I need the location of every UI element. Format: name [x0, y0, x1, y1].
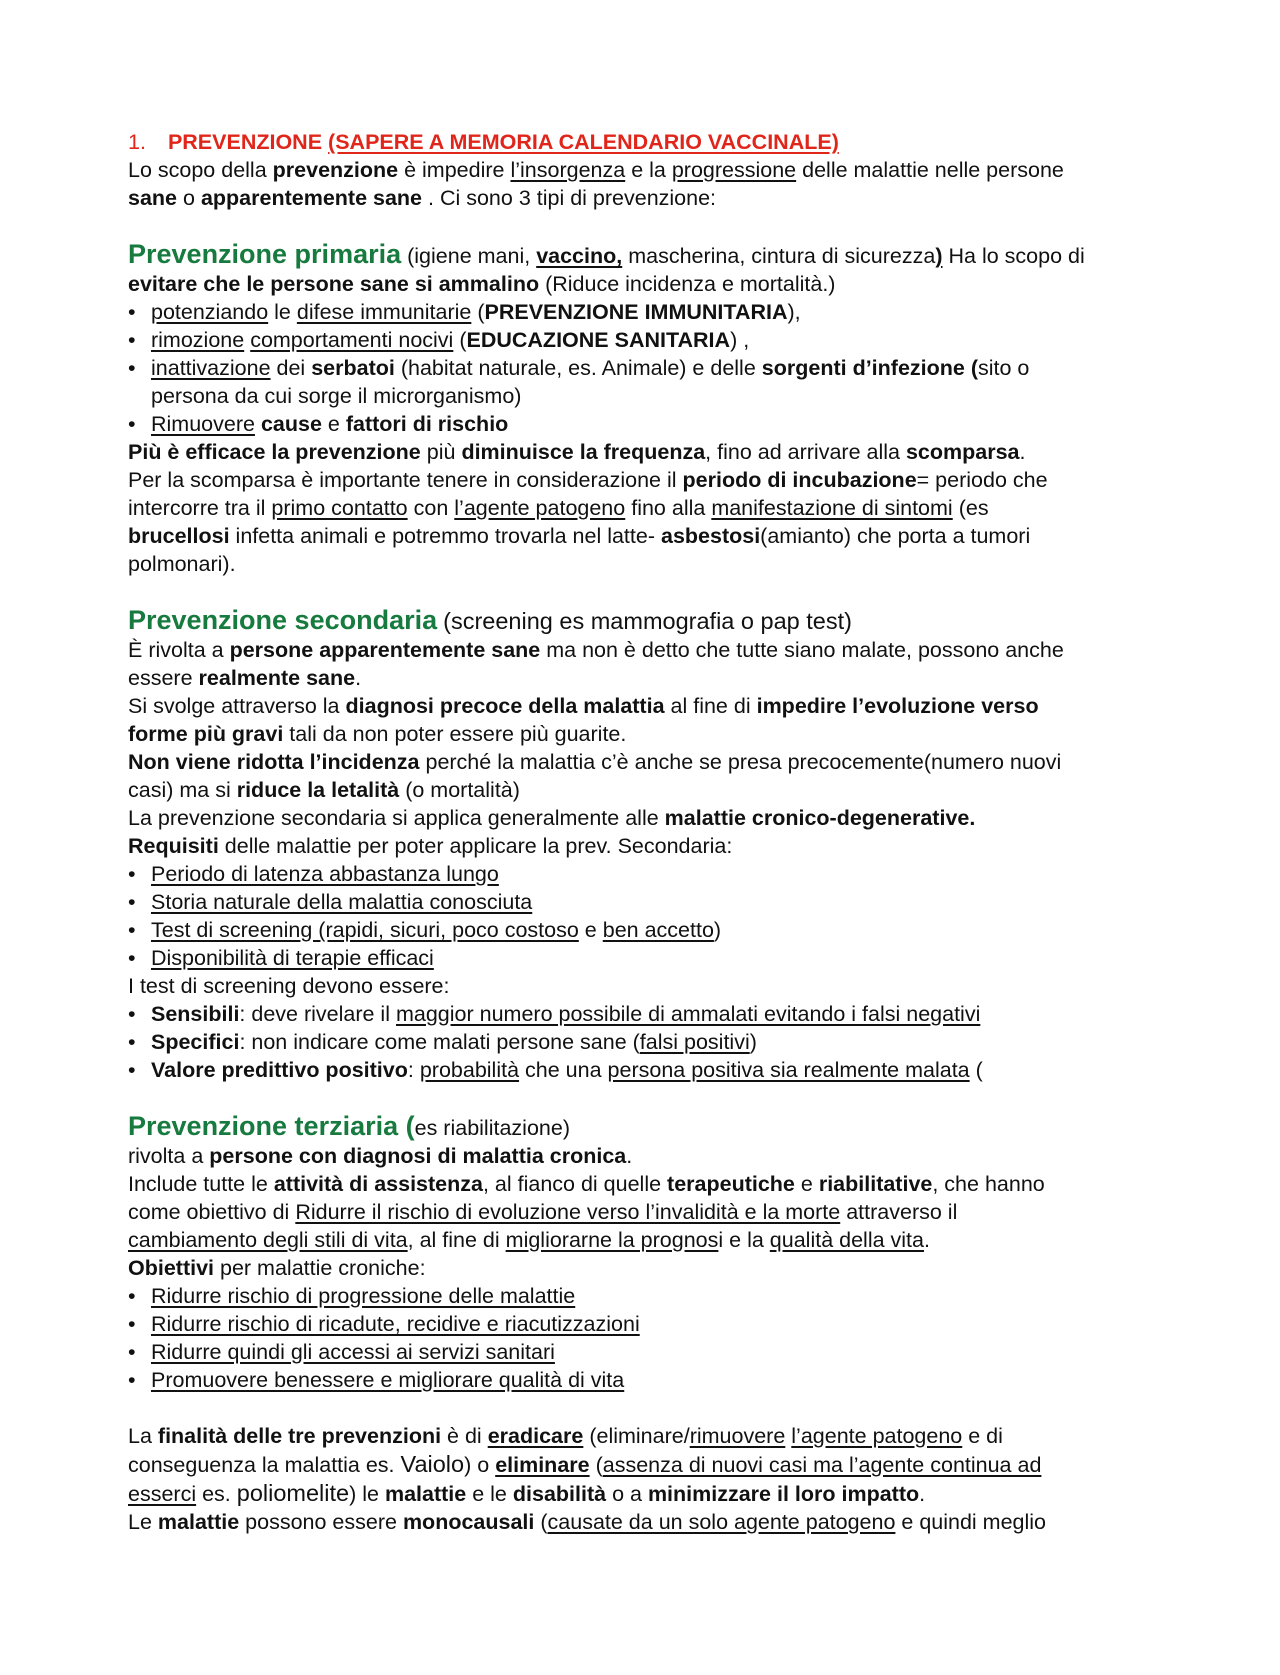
text: Ridurre quindi gli accessi ai servizi sanitari — [151, 1340, 555, 1364]
text: ), — [787, 300, 801, 324]
text: es. — [202, 1482, 231, 1506]
text: persona da cui sorge il microrganismo) — [151, 384, 522, 408]
text: o a — [612, 1482, 642, 1506]
paragraph-line — [128, 832, 1168, 860]
section-heading — [128, 128, 1168, 156]
bullet-icon: • — [128, 862, 136, 886]
text: (eliminare/ — [589, 1424, 690, 1448]
text: delle malattie per poter applicare la prev. Secondaria: — [224, 834, 733, 858]
text: brucellosi — [128, 524, 230, 548]
paragraph-line — [128, 972, 1168, 1000]
text: persona positiva sia realmente malata — [607, 1058, 970, 1082]
text: PREVENZIONE IMMUNITARIA — [484, 300, 788, 324]
text: finalità delle tre prevenzioni — [157, 1424, 442, 1448]
paragraph-line — [128, 748, 1168, 776]
text: o — [183, 186, 195, 210]
section-title: PREVENZIONE — [167, 130, 323, 154]
paragraph-line — [128, 1422, 1168, 1450]
text: Ridurre il rischio di evoluzione verso l’invalidità e la morte — [295, 1200, 841, 1224]
text: Per la scomparsa è importante tenere in considerazione il — [128, 468, 677, 492]
text: è impedire — [404, 158, 505, 182]
text: Ha lo scopo di — [948, 244, 1085, 268]
primaria-aim — [128, 270, 1168, 298]
text: eliminare — [495, 1453, 590, 1477]
text: . Ci sono 3 tipi di prevenzione: — [428, 186, 717, 210]
bullet-icon: • — [128, 918, 136, 942]
text: possono essere — [245, 1510, 397, 1534]
text: cause — [260, 412, 322, 436]
text: le — [274, 300, 291, 324]
text: causate da un solo agente patogeno — [547, 1510, 896, 1534]
bullet-icon: • — [128, 1340, 136, 1364]
text: ) o — [464, 1453, 490, 1477]
text: ) , — [730, 328, 750, 352]
text: . — [1019, 440, 1026, 464]
text: cambiamento degli stili di vita — [128, 1228, 408, 1252]
text: l’agente patogeno — [791, 1424, 963, 1448]
text: (amianto) che porta a tumori — [760, 524, 1031, 548]
text: perché la malattia c’è anche se presa precocemente(numero nuovi — [425, 750, 1062, 774]
text: scomparsa — [905, 440, 1020, 464]
paragraph-line — [128, 664, 1168, 692]
list-item — [128, 944, 1168, 972]
text: primo contatto — [271, 496, 408, 520]
text: riduce la letalità — [236, 778, 400, 802]
text: Periodo di latenza abbastanza lungo — [151, 862, 499, 886]
primaria-heading-line — [128, 240, 1168, 270]
text: . — [355, 666, 362, 690]
text: Rimuovere — [151, 412, 255, 436]
text: rivolta a — [128, 1144, 204, 1168]
bullet-icon: • — [128, 946, 136, 970]
secondaria-heading-line — [128, 606, 1168, 636]
text: attività di assistenza — [273, 1172, 483, 1196]
list-item — [128, 888, 1168, 916]
paragraph-line — [128, 720, 1168, 748]
text: (habitat naturale, es. Animale) e delle — [400, 356, 756, 380]
text: sorgenti d’infezione ( — [761, 356, 978, 380]
text: disabilità — [512, 1482, 607, 1506]
text: Specifici — [151, 1030, 240, 1054]
text: potenziando — [151, 300, 269, 324]
bullet-icon: • — [128, 412, 136, 436]
text: poliomelite — [236, 1480, 350, 1506]
bullet-icon: • — [128, 356, 136, 380]
list-item — [128, 354, 1168, 382]
text: La — [128, 1424, 152, 1448]
text: difese immunitarie — [296, 300, 472, 324]
paragraph-line — [128, 466, 1168, 494]
list-item — [128, 916, 1168, 944]
text: (Riduce incidenza e mortalità.) — [545, 272, 836, 296]
text: mascherina, cintura di sicurezza — [628, 244, 936, 268]
text: diagnosi precoce della malattia — [345, 694, 665, 718]
text: come obiettivo di — [128, 1200, 290, 1224]
intro-line — [128, 184, 1168, 212]
text: Ridurre rischio di ricadute, recidive e riacutizzazioni — [151, 1312, 640, 1336]
text: persone con diagnosi di malattia cronica — [209, 1144, 627, 1168]
text: maggior numero possibile di ammalati evitando i falsi negativi — [395, 1002, 981, 1026]
text: Valore predittivo positivo — [151, 1058, 408, 1082]
list-item — [128, 1028, 1168, 1056]
text: ( — [595, 1453, 603, 1477]
bullet-icon: • — [128, 328, 136, 352]
paragraph-line — [128, 438, 1168, 466]
text: . — [626, 1144, 633, 1168]
text: asbestosi — [660, 524, 761, 548]
paragraph-line — [128, 522, 1168, 550]
text: ) — [749, 1030, 757, 1054]
text: per malattie croniche: — [220, 1256, 426, 1280]
text: più — [426, 440, 456, 464]
bullet-icon: • — [128, 1284, 136, 1308]
text: e le — [472, 1482, 507, 1506]
text: e — [327, 412, 340, 436]
text: : — [407, 1058, 414, 1082]
text: (igiene mani, — [407, 244, 531, 268]
paragraph-line — [128, 1479, 1168, 1508]
text: diminuisce la frequenza — [461, 440, 706, 464]
text: e la — [631, 158, 666, 182]
paragraph-line — [128, 1142, 1168, 1170]
text: e — [584, 918, 597, 942]
text: infetta animali e potremmo trovarla nel latte- — [235, 524, 655, 548]
text: malattie — [157, 1510, 240, 1534]
bullet-icon: • — [128, 1002, 136, 1026]
text: Disponibilità di terapie efficaci — [151, 946, 434, 970]
paragraph-line — [128, 692, 1168, 720]
terziaria-title: Prevenzione terziaria ( — [128, 1111, 415, 1141]
text: (screening es mammografia o pap test) — [443, 608, 852, 634]
list-item — [128, 860, 1168, 888]
paragraph-line — [128, 636, 1168, 664]
spacer — [128, 578, 1168, 606]
text: manifestazione di sintomi — [711, 496, 953, 520]
text: malattie cronico-degenerative. — [664, 806, 976, 830]
text: : non indicare come malati persone sane ( — [239, 1030, 640, 1054]
text: i e la — [718, 1228, 764, 1252]
spacer — [128, 1394, 1168, 1422]
secondaria-title: Prevenzione secondaria — [128, 605, 438, 635]
text: fino alla — [631, 496, 706, 520]
text: migliorarne la prognos — [505, 1228, 719, 1252]
list-item — [128, 1282, 1168, 1310]
text: evitare che le persone sane si ammalino — [128, 272, 540, 296]
text: polmonari). — [128, 552, 236, 576]
list-item — [128, 1310, 1168, 1338]
text: comportamenti nocivi — [250, 328, 454, 352]
text: ) — [713, 918, 722, 942]
text: Vaiolo — [400, 1451, 465, 1477]
bullet-icon: • — [128, 1368, 136, 1392]
text: La prevenzione secondaria si applica generalmente alle — [128, 806, 659, 830]
paragraph-line — [128, 1450, 1168, 1479]
list-item — [128, 298, 1168, 326]
document-body — [128, 128, 1168, 1536]
text: dei — [276, 356, 306, 380]
text: l’insorgenza — [510, 158, 626, 182]
text: qualità della vita — [769, 1228, 924, 1252]
paragraph-line — [128, 1198, 1168, 1226]
paragraph-line — [128, 1170, 1168, 1198]
section-subtitle: (SAPERE A MEMORIA CALENDARIO VACCINALE) — [328, 130, 839, 154]
paragraph-line — [128, 550, 1168, 578]
bullet-icon: • — [128, 890, 136, 914]
text: ( — [477, 300, 485, 324]
paragraph-line — [128, 804, 1168, 832]
text: Non viene ridotta l’incidenza — [128, 750, 420, 774]
text: Promuovere benessere e migliorare qualità di vita — [151, 1368, 625, 1392]
text: intercorre tra il — [128, 496, 266, 520]
text: Storia naturale della malattia conosciuta — [151, 890, 533, 914]
text: è di — [447, 1424, 482, 1448]
text: prevenzione — [272, 158, 399, 182]
text: falsi positivi — [639, 1030, 750, 1054]
paragraph-line — [128, 776, 1168, 804]
text: periodo di incubazione — [682, 468, 917, 492]
text: eradicare — [487, 1424, 584, 1448]
text: e — [800, 1172, 813, 1196]
text: sane — [128, 186, 178, 210]
bullet-icon: • — [128, 1030, 136, 1054]
text: , fino ad arrivare alla — [705, 440, 900, 464]
text: fattori di rischio — [345, 412, 509, 436]
text: minimizzare il loro impatto — [647, 1482, 920, 1506]
text: (o mortalità) — [405, 778, 520, 802]
list-item — [128, 1000, 1168, 1028]
text: ben accetto — [602, 918, 714, 942]
text: vaccino, — [536, 244, 623, 268]
text: che una — [525, 1058, 602, 1082]
text: Include tutte le — [128, 1172, 268, 1196]
text: = periodo che — [916, 468, 1048, 492]
paragraph-line — [128, 1226, 1168, 1254]
list-item-continuation — [128, 382, 1168, 410]
text: monocausali — [402, 1510, 535, 1534]
text: , al fianco di quelle — [482, 1172, 662, 1196]
text: Più è efficace la prevenzione — [128, 440, 421, 464]
text: forme più gravi — [128, 722, 284, 746]
text: esserci — [128, 1482, 197, 1506]
list-item — [128, 1056, 1168, 1084]
text: casi) ma si — [128, 778, 231, 802]
text: apparentemente sane — [200, 186, 423, 210]
intro-line — [128, 156, 1168, 184]
bullet-icon: • — [128, 1312, 136, 1336]
text: realmente sane — [198, 666, 356, 690]
text: , al fine di — [407, 1228, 500, 1252]
text: rimuovere — [689, 1424, 786, 1448]
text: Si svolge attraverso la — [128, 694, 340, 718]
text: impedire l’evoluzione verso — [756, 694, 1039, 718]
text: serbatoi — [311, 356, 395, 380]
text: tali da non poter essere più guarite. — [289, 722, 627, 746]
text: (es — [958, 496, 989, 520]
text: malattie — [384, 1482, 467, 1506]
text: ) le — [349, 1482, 379, 1506]
text: Sensibili — [151, 1002, 240, 1026]
text: Lo scopo della — [128, 158, 267, 182]
paragraph-line — [128, 494, 1168, 522]
paragraph-line — [128, 1508, 1168, 1536]
text: Test di screening (rapidi, sicuri, poco costoso — [151, 918, 579, 942]
primaria-title: Prevenzione primaria — [128, 239, 402, 269]
text: . — [919, 1482, 926, 1506]
text: al fine di — [670, 694, 751, 718]
text: attraverso il — [846, 1200, 958, 1224]
text: rimozione — [151, 328, 245, 352]
text: È rivolta a — [128, 638, 224, 662]
text: Obiettivi — [128, 1256, 215, 1280]
text: con — [413, 496, 449, 520]
list-item — [128, 1338, 1168, 1366]
list-item — [128, 410, 1168, 438]
text: probabilità — [419, 1058, 520, 1082]
text: inattivazione — [151, 356, 271, 380]
text: , che hanno — [932, 1172, 1045, 1196]
text: e quindi meglio — [901, 1510, 1047, 1534]
text: terapeutiche — [667, 1172, 795, 1196]
bullet-icon: • — [128, 1058, 136, 1082]
terziaria-heading-line — [128, 1112, 1168, 1142]
spacer — [128, 212, 1168, 240]
text: ma non è detto che tutte siano malate, possono anche — [546, 638, 1064, 662]
text: I test di screening devono essere: — [128, 974, 450, 998]
text: Requisiti — [128, 834, 219, 858]
text: essere — [128, 666, 193, 690]
text: ) — [935, 244, 943, 268]
text: ( — [459, 328, 467, 352]
text: assenza di nuovi casi ma l’agente continua ad — [602, 1453, 1042, 1477]
text: e di — [968, 1424, 1003, 1448]
text: persone apparentemente sane — [229, 638, 541, 662]
section-number: 1. — [128, 130, 146, 154]
text: EDUCAZIONE SANITARIA — [466, 328, 731, 352]
text: conseguenza la malattia es. — [128, 1453, 395, 1477]
list-item — [128, 1366, 1168, 1394]
text: sito o — [977, 356, 1030, 380]
list-item — [128, 326, 1168, 354]
spacer — [128, 1084, 1168, 1112]
text: Ridurre rischio di progressione delle malattie — [151, 1284, 576, 1308]
text: progressione — [671, 158, 797, 182]
bullet-icon: • — [128, 300, 136, 324]
text: Le — [128, 1510, 152, 1534]
text: es riabilitazione) — [414, 1116, 570, 1140]
text: riabilitative — [818, 1172, 933, 1196]
text: ( — [540, 1510, 548, 1534]
paragraph-line — [128, 1254, 1168, 1282]
text: l’agente patogeno — [454, 496, 626, 520]
text: delle malattie nelle persone — [802, 158, 1064, 182]
text: ( — [975, 1058, 983, 1082]
text: : deve rivelare il — [239, 1002, 390, 1026]
text: . — [923, 1228, 930, 1252]
